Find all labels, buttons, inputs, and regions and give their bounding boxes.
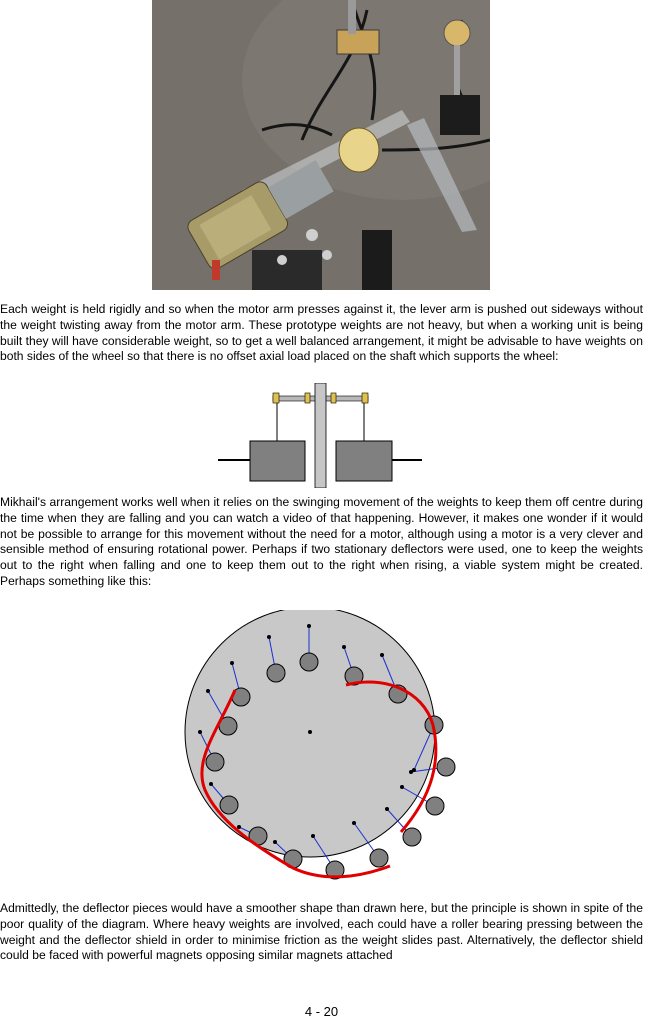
paragraph-mikhail-arrangement: Mikhail's arrangement works well when it relies on the swinging movement of the weights to keep them off centre during the time when they are falling and you can watch a video of that happening. However, it makes one wonder if it would not be possible to arrange for this movement without the need for a motor, although using a motor is a very clever and sensible method of ensuring rotational power. Perhaps if two stationary deflectors were used, one to keep the weights out to the right when falling and one to keep them out to the right when rising, a viable system might be created. Perhaps something like this: — [0, 495, 643, 588]
central-shaft — [315, 383, 326, 488]
lever-pivot — [352, 821, 356, 825]
left-weight — [250, 441, 305, 481]
wheel-weight — [370, 849, 388, 867]
wheel-weight — [206, 753, 224, 771]
lever-pivot — [400, 785, 404, 789]
motor-arm-prototype-photo-icon — [152, 0, 490, 290]
wheel-weight — [267, 664, 285, 682]
lever-pivot — [273, 840, 277, 844]
lever-pivot — [307, 624, 311, 628]
lever-pivot — [237, 825, 241, 829]
lever-pivot — [198, 730, 202, 734]
lever-pivot — [380, 653, 384, 657]
lever-pivot — [412, 768, 416, 772]
lever-pivot — [209, 782, 213, 786]
lever-pivot — [230, 661, 234, 665]
paragraph-deflector-notes: Admittedly, the deflector pieces would have a smoother shape than drawn here, but the principle is shown in spite of the poor quality of the diagram. Where heavy weights are involved, each could have a roller bearing pressing between the weight and the deflector shield in order to minimise friction as the weight slides past. Alternatively, the deflector shield could be faced with powerful magnets opposing similar magnets attached — [0, 901, 643, 963]
lever-pivot — [342, 645, 346, 649]
page-number: 4 - 20 — [304, 1004, 339, 1019]
wheel-weight — [220, 796, 238, 814]
wheel-deflector-diagram — [183, 610, 463, 890]
prototype-photo — [152, 0, 490, 290]
lever-pivot — [206, 689, 210, 693]
wheel-weight — [426, 797, 444, 815]
wheel-weight — [437, 758, 455, 776]
wheel-weight — [300, 653, 318, 671]
lever-pivot — [267, 635, 271, 639]
lever-pivot — [385, 807, 389, 811]
wheel-weight — [403, 828, 421, 846]
paragraph-weights-description: Each weight is held rigidly and so when the motor arm presses against it, the lever arm is pushed out sideways without the weight twisting away from the motor arm. These prototype weights are not heavy, but when a working unit is being built they will have considerable weight, so to get a well balanced arrangement, it might be advisable to have weights on both sides of the wheel so that there is no offset axial load placed on the shaft which supports the wheel: — [0, 302, 643, 364]
lever-pivot — [311, 834, 315, 838]
weights-both-sides-diagram — [215, 383, 425, 488]
wheel-hub — [308, 730, 312, 734]
right-weight — [336, 441, 392, 481]
